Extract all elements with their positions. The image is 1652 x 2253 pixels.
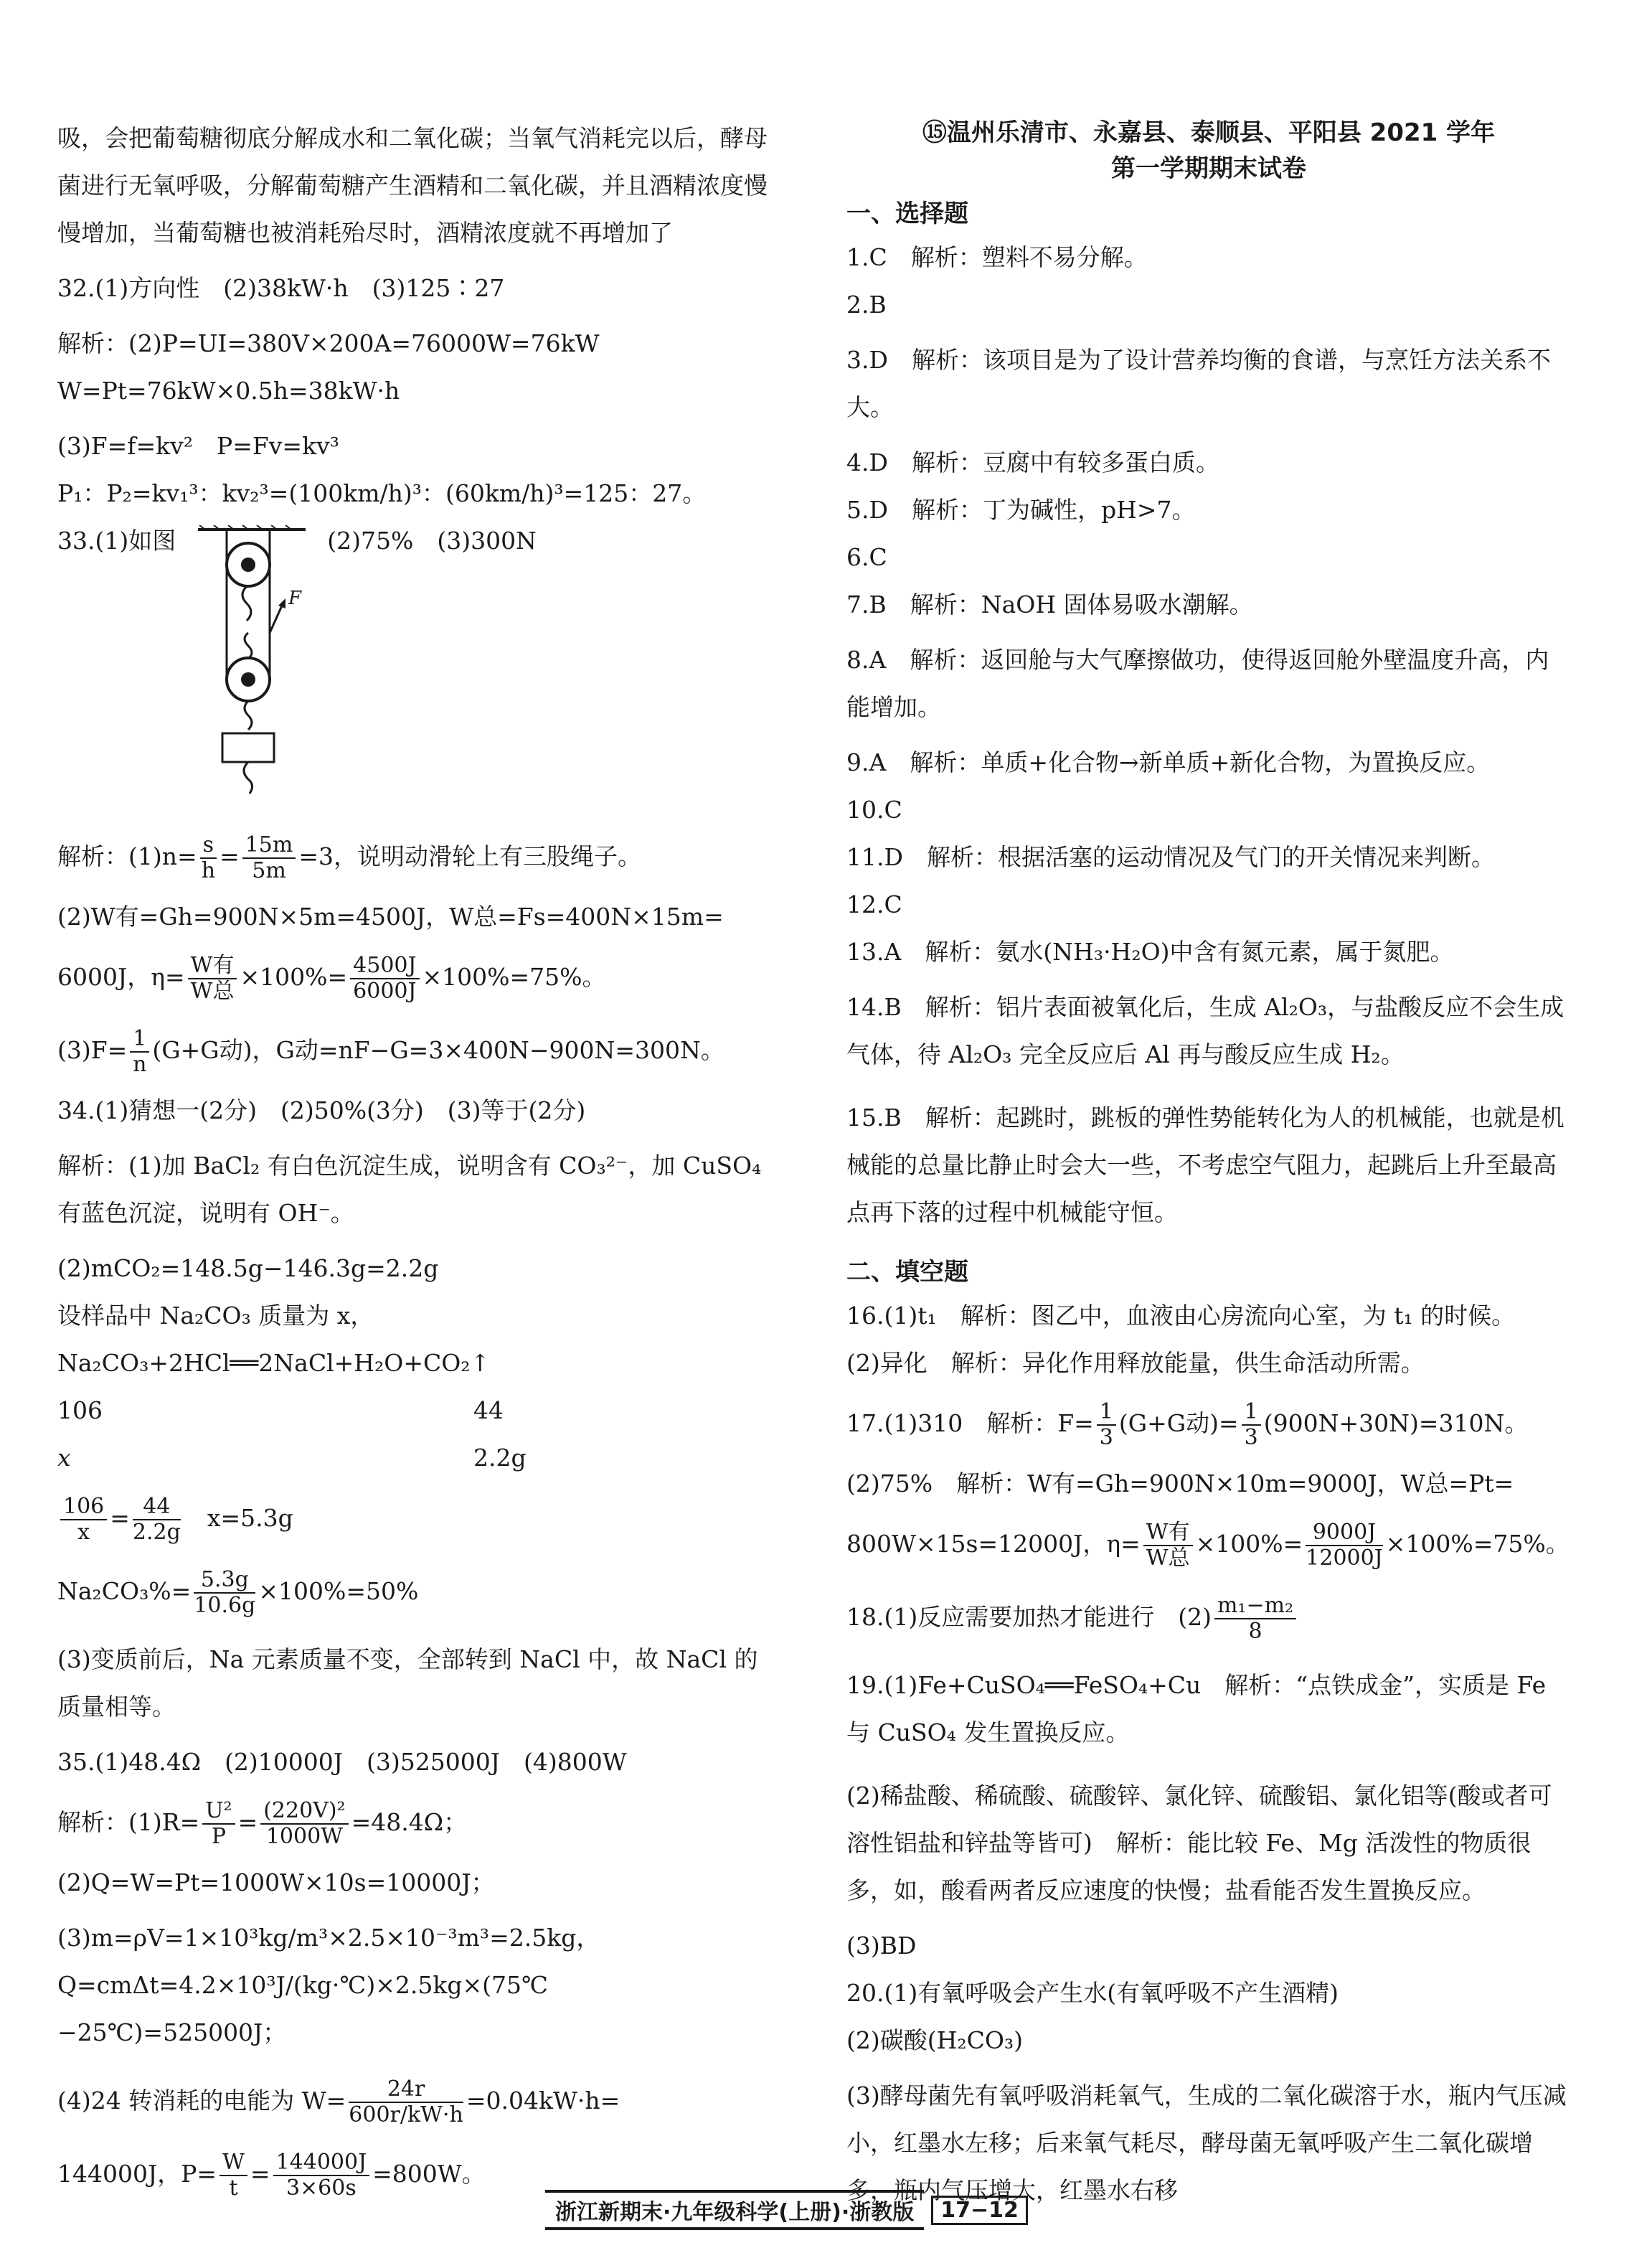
fraction (242, 833, 296, 883)
q17-part1 (846, 1395, 1571, 1452)
q32-analysis-2: (3)F=f=kv² P=Fv=kv³ (57, 432, 339, 460)
denominator: 5m (252, 858, 286, 883)
numerator: 5.3g (194, 1568, 255, 1594)
left-column (57, 115, 775, 2219)
q9: 9.A 解析：单质+化合物→新单质+新化合物，为置换反应。 (846, 748, 1491, 776)
q32-analysis-3: P₁：P₂=kv₁³：kv₂³=(100km/h)³：(60km/h)³=125：27。 (57, 479, 707, 507)
q3: 3.D 解析：该项目是为了设计营养均衡的食谱，与烹饪方法关系不大。 (846, 346, 1551, 421)
equals: = (110, 1504, 130, 1532)
denominator: n (133, 1052, 147, 1077)
fraction (1306, 1520, 1382, 1571)
q33-answer-b: (2)75% (3)300N (327, 527, 537, 555)
numerator: 15m (242, 833, 296, 859)
q17c-mid: ×100%= (1195, 1530, 1303, 1558)
numerator: U² (202, 1799, 235, 1825)
numerator: 24r (349, 2077, 463, 2103)
fraction (200, 833, 217, 883)
section-fill-heading: 二、填空题 (846, 1258, 968, 1287)
q34-mass-row-1 (57, 1395, 775, 1426)
q34-ratio (57, 1490, 775, 1547)
q4: 4.D 解析：豆腐中有较多蛋白质。 (846, 448, 1219, 476)
fraction (1143, 1520, 1193, 1571)
q35-a4-pre: (4)24 转消耗的电能为 W= (57, 2087, 346, 2115)
numerator: 106 (60, 1495, 107, 1520)
q35-answer: 35.(1)48.4Ω (2)10000J (3)525000J (4)800W (57, 1748, 627, 1776)
q14: 14.B 解析：铝片表面被氧化后，生成 Al₂O₃，与盐酸反应不会生成气体，待 Al₂O₃ 完全反应后 Al 再与酸反应生成 H₂。 (846, 993, 1564, 1068)
denominator: 3 (1099, 1425, 1113, 1450)
q17a-post: (900N+30N)=310N。 (1263, 1409, 1529, 1437)
q33-s4-post: (G+G动)，G动=nF−G=3×400N−900N=300N。 (152, 1036, 724, 1064)
denominator: 2.2g (132, 1520, 181, 1545)
q5: 5.D 解析：丁为碱性，pH>7。 (846, 496, 1196, 524)
denominator: P (211, 1824, 226, 1849)
denominator: 8 (1248, 1619, 1262, 1644)
q17c-pre: 800W×15s=12000J，η= (846, 1530, 1141, 1558)
fraction (1214, 1594, 1296, 1644)
q33-s3-post: ×100%=75%。 (422, 963, 606, 991)
pulley-figure (198, 525, 306, 798)
force-label: F (288, 588, 301, 609)
q33-analysis-4 (57, 1022, 775, 1079)
section-choice-heading: 一、选择题 (846, 199, 968, 228)
page-footer (545, 2192, 1028, 2228)
numerator: W有 (1143, 1520, 1193, 1546)
q35-a1-pre: 解析：(1)R= (57, 1808, 200, 1836)
exam-title: ⑮温州乐清市、永嘉县、泰顺县、平阳县 2021 学年 (922, 118, 1496, 147)
mass-x: x (57, 1444, 71, 1472)
q34-mass-row-2 (57, 1442, 775, 1474)
fraction (273, 2150, 370, 2201)
q33-analysis-1: 解析：(1)n= $\frac{s}{h}$ = $\frac{15m}{5m}$ =3，说明动滑轮上有三股绳子。 (57, 832, 641, 883)
fraction (1242, 1400, 1261, 1450)
numerator: m₁−m₂ (1214, 1594, 1296, 1619)
q35-analysis-4 (57, 2072, 775, 2130)
q19-part3: (3)BD (846, 1932, 917, 1960)
q19-part1: 19.(1)Fe+CuSO₄══FeSO₄+Cu 解析：“点铁成金”，实质是 Fe 与 CuSO₄ 发生置换反应。 (846, 1671, 1547, 1746)
q33-answer-a: 33.(1)如图 (57, 527, 176, 555)
denominator: 12000J (1306, 1546, 1383, 1571)
q32-answer: 32.(1)方向性 (2)38kW·h (3)125∶27 (57, 274, 505, 302)
q20-part2: (2)碳酸(H₂CO₃) (846, 2026, 1024, 2054)
mass-106: 106 (57, 1396, 103, 1424)
denominator: 3×60s (285, 2176, 357, 2201)
right-column (846, 115, 1571, 2230)
q33-analysis-3 (57, 949, 775, 1006)
q16-part2: (2)异化 解析：异化作用释放能量，供生命活动所需。 (846, 1349, 1425, 1377)
q35-a1-post: =48.4Ω； (351, 1808, 468, 1836)
q16-part1: 16.(1)t₁ 解析：图乙中，血液由心房流向心室，为 t₁ 的时候。 (846, 1302, 1516, 1330)
footer-title: 浙江新期末·九年级科学(上册)·浙教版 (545, 2190, 924, 2230)
numerator: W有 (188, 954, 237, 979)
q11: 11.D 解析：根据活塞的运动情况及气门的开关情况来判断。 (846, 843, 1495, 871)
q33-s3-pre: 6000J，η= (57, 963, 185, 991)
q7: 7.B 解析：NaOH 固体易吸水潮解。 (846, 591, 1253, 618)
denominator: x (77, 1520, 90, 1545)
numerator: 1 (1242, 1400, 1261, 1426)
fraction (260, 1799, 348, 1849)
q12: 12.C (846, 890, 902, 918)
numerator: 9000J (1306, 1520, 1382, 1546)
numerator: 1 (130, 1027, 149, 1053)
q34-percent (57, 1563, 775, 1620)
numerator: 44 (133, 1495, 181, 1520)
q34-analysis-4: (3)变质前后，Na 元素质量不变，全部转到 NaCl 中，故 NaCl 的质量相等。 (57, 1645, 758, 1721)
q34-p-pre: Na₂CO₃%= (57, 1577, 192, 1605)
q33-s1-post: =3，说明动滑轮上有三股绳子。 (298, 842, 641, 870)
fraction (194, 1568, 255, 1618)
denominator: h (201, 858, 216, 883)
q17-part3 (846, 1515, 1571, 1573)
q35-analysis-1: 解析：(1)R= $\frac{\text{U²}}{P}$ = $\frac{\text{(220V)²}}{1000W}$ =48.4Ω； (57, 1798, 468, 1849)
denominator: 1000W (265, 1824, 343, 1849)
q35-a5-post: =800W。 (372, 2160, 486, 2188)
q34-analysis-1: 解析：(1)加 BaCl₂ 有白色沉淀生成，说明含有 CO₃²⁻，加 CuSO₄ 有蓝色沉淀，说明有 OH⁻。 (57, 1152, 762, 1227)
q20-part3: (3)酵母菌先有氧呼吸消耗氧气，生成的二氧化碳溶于水，瓶内气压减小，红墨水左移；后来氧气耗尽，酵母菌无氧呼吸产生二氧化碳增多，瓶内气压增大，红墨水右移 (846, 2082, 1567, 2204)
exam-subtitle: 第一学期期末试卷 (1111, 154, 1306, 183)
numerator: W (220, 2150, 247, 2176)
denominator: 6000J (353, 979, 417, 1004)
q34-equation: Na₂CO₃+2HCl══2NaCl+H₂O+CO₂↑ (57, 1349, 491, 1377)
q18 (846, 1589, 1571, 1646)
numerator: 1 (1097, 1400, 1116, 1426)
numerator: 4500J (350, 954, 419, 979)
denominator: 3 (1244, 1425, 1258, 1450)
pulley-diagram (198, 525, 306, 798)
q1: 1.C 解析：塑料不易分解。 (846, 243, 1148, 271)
q33-answer (57, 525, 775, 812)
q33-analysis-2: (2)W有=Gh=900N×5m=4500J，W总=Fs=400N×15m= (57, 903, 724, 931)
page-number: 17−12 (931, 2196, 1028, 2225)
q17-part2: (2)75% 解析：W有=Gh=900N×10m=9000J，W总=Pt= (846, 1469, 1514, 1497)
intro-paragraph: 吸，会把葡萄糖彻底分解成水和二氧化碳；当氧气消耗完以后，酵母菌进行无氧呼吸，分解葡萄糖产生酒精和二氧化碳，并且酒精浓度慢慢增加，当葡萄糖也被消耗殆尽时，酒精浓度就不再增加了 (57, 124, 768, 247)
q34-answer: 34.(1)猜想一(2分) (2)50%(3分) (3)等于(2分) (57, 1096, 586, 1124)
fraction (220, 2150, 247, 2201)
q33-s3-mid: ×100%= (240, 963, 348, 991)
denominator: W总 (1146, 1546, 1190, 1571)
numerator: 144000J (273, 2150, 370, 2176)
denominator: W总 (190, 979, 235, 1004)
q2: 2.B (846, 291, 887, 319)
fraction (133, 1495, 181, 1545)
q8: 8.A 解析：返回舱与大气摩擦做功，使得返回舱外壁温度升高，内能增加。 (846, 646, 1549, 721)
q17a-mid: (G+G动)= (1118, 1409, 1239, 1437)
q18-pre: 18.(1)反应需要加热才能进行 (2) (846, 1603, 1212, 1631)
fraction (1097, 1400, 1116, 1450)
q17a-pre: 17.(1)310 解析：F= (846, 1409, 1094, 1437)
q35-a5-pre: 144000J，P= (57, 2160, 217, 2188)
numerator: s (200, 833, 217, 859)
numerator: (220V)² (260, 1799, 348, 1825)
q19-part2: (2)稀盐酸、稀硫酸、硫酸锌、氯化锌、硫酸铝、氯化铝等(酸或者可溶性铝盐和锌盐等皆可) 解析：能比较 Fe、Mg 活泼性的物质很多，如，酸看两者反应速度的快慢；盐看能否发生置换反应。 (846, 1782, 1552, 1904)
denominator: 600r/kW·h (349, 2102, 463, 2127)
fraction (202, 1799, 235, 1849)
q6: 6.C (846, 543, 887, 571)
q35-analysis-3: (3)m=ρV=1×10³kg/m³×2.5×10⁻³m³=2.5kg，Q=cmΔt=4.2×10³J/(kg·℃)×2.5kg×(75℃−25℃)=525000J； (57, 1924, 600, 2046)
mass-44: 44 (473, 1396, 504, 1424)
q35-a4-post: =0.04kW·h= (466, 2087, 620, 2115)
q35-analysis-5: 144000J，P= $\frac{W}{t}$ = $\frac{144000J}{3\times 60s}$ =800W。 (57, 2150, 486, 2201)
q34-p-post: ×100%=50% (258, 1577, 419, 1605)
q35-analysis-2: (2)Q=W=Pt=1000W×10s=10000J； (57, 1868, 495, 1896)
q34-analysis-2: (2)mCO₂=148.5g−146.3g=2.2g (57, 1254, 439, 1282)
fraction (349, 2077, 463, 2127)
q10: 10.C (846, 796, 902, 824)
q34-ratio-result: x=5.3g (207, 1504, 293, 1532)
q20-part1: 20.(1)有氧呼吸会产生水(有氧呼吸不产生酒精) (846, 1979, 1339, 2007)
q15: 15.B 解析：起跳时，跳板的弹性势能转化为人的机械能，也就是机械能的总量比静止时会大一些，不考虑空气阻力，起跳后上升至最高点再下落的过程中机械能守恒。 (846, 1104, 1564, 1226)
q33-s4-pre: (3)F= (57, 1036, 128, 1064)
q34-analysis-3: 设样品中 Na₂CO₃ 质量为 x， (57, 1302, 374, 1330)
q33-s1-pre: 解析：(1)n= (57, 842, 197, 870)
fraction (130, 1027, 149, 1077)
q13: 13.A 解析：氨水(NH₃·H₂O)中含有氮元素，属于氮肥。 (846, 938, 1454, 966)
q32-analysis-1: 解析：(2)P=UI=380V×200A=76000W=76kW W=Pt=76kW×0.5h=38kW·h (57, 329, 623, 405)
fraction (60, 1495, 107, 1545)
fraction (350, 954, 419, 1004)
fraction (188, 954, 237, 1004)
denominator: t (229, 2176, 238, 2201)
mass-2-2g: 2.2g (473, 1444, 527, 1472)
denominator: 10.6g (194, 1593, 256, 1618)
q17c-post: ×100%=75%。 (1385, 1530, 1570, 1558)
